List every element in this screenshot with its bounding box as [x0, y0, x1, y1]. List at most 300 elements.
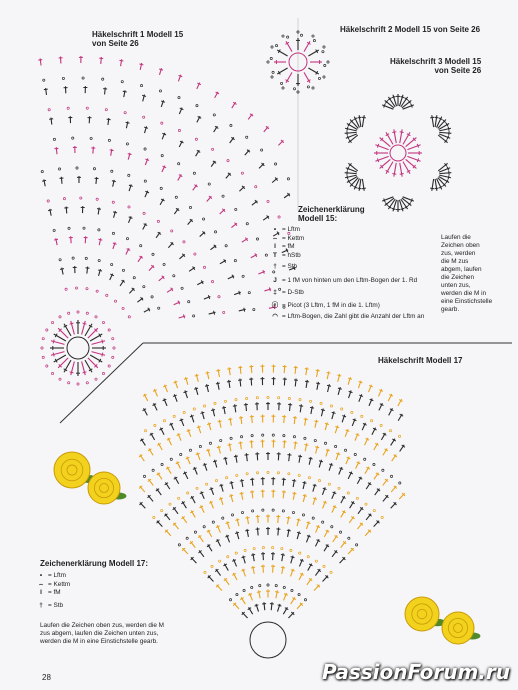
stitch-crossbar: [278, 605, 282, 606]
chain-dot: [335, 445, 337, 447]
chain-dot: [241, 511, 243, 513]
stitch-crossbar: [178, 75, 182, 76]
stitch-crossbar: [174, 382, 178, 383]
stitch-crossbar: [216, 370, 220, 371]
stitch-crossbar: [213, 461, 217, 462]
stitch-crossbar: [335, 426, 339, 427]
chain-dot: [235, 552, 237, 554]
stitch-crossbar: [315, 447, 319, 448]
chain-dot: [213, 114, 215, 116]
stitch-crossbar: [98, 239, 102, 240]
stitch-crossbar: [245, 517, 249, 518]
chain-dot: [59, 316, 61, 318]
symbol-picot: ⓔ: [271, 302, 279, 310]
motif-stitch: [85, 360, 92, 372]
note15-line: die M zus: [441, 258, 469, 265]
chain-dot: [189, 449, 191, 451]
chain-dot: [267, 471, 269, 473]
stitch-crossbar: [239, 291, 240, 295]
legend17-label: = Kettm: [48, 580, 71, 588]
stitch-crossbar: [329, 464, 333, 465]
stitch-crossbar: [223, 458, 227, 459]
chain-dot: [235, 399, 237, 401]
chain-dot: [140, 245, 142, 247]
stitch-crossbar: [240, 493, 244, 494]
stitch-crossbar: [430, 117, 434, 118]
chain-dot: [278, 216, 280, 218]
stitch-crossbar: [297, 532, 301, 533]
stitch-crossbar: [206, 450, 210, 451]
rose-icon: [405, 597, 439, 631]
chain-dot: [251, 435, 253, 437]
chain-dot: [111, 170, 113, 172]
stitch-crossbar: [208, 295, 209, 299]
chain-dot: [373, 463, 375, 465]
chain-dot: [108, 139, 110, 141]
legend15-label: = D-Stb: [282, 288, 304, 296]
stitch-crossbar: [126, 122, 130, 123]
inner-stitch: [380, 138, 391, 147]
chain-dot: [96, 198, 98, 200]
note15-line: Zeichen oben: [441, 242, 480, 249]
stitch-crossbar: [129, 185, 133, 186]
stitch-crossbar: [102, 353, 103, 357]
chain-dot: [241, 172, 243, 174]
symbol-half-double: T: [273, 251, 277, 259]
flower-center-ring: [390, 145, 406, 161]
chain-dot: [288, 473, 290, 475]
chain-dot: [256, 472, 258, 474]
note15-line: werden die M in: [441, 290, 487, 297]
chain-dot: [196, 105, 198, 107]
stitch-crossbar: [205, 385, 209, 386]
stitch-crossbar: [430, 188, 434, 189]
chain-dot: [75, 287, 77, 289]
chain-dot: [159, 90, 161, 92]
chain-dot: [209, 442, 211, 444]
chain-dot: [163, 263, 165, 265]
legend17-row: [34, 602, 174, 611]
chain-dot: [282, 35, 284, 37]
chain-dot: [282, 87, 284, 89]
stitch-crossbar: [392, 96, 396, 97]
stitch-crossbar: [248, 594, 252, 595]
chain-dot: [86, 288, 88, 290]
stitch-crossbar: [54, 239, 58, 240]
chain-dot: [170, 458, 172, 460]
chain-dot: [253, 547, 255, 549]
stitch-crossbar: [113, 212, 117, 213]
chain-dot: [259, 585, 261, 587]
chain-dot: [281, 547, 283, 549]
chain-dot: [275, 585, 277, 587]
stitch-crossbar: [359, 395, 363, 396]
chain-dot: [324, 64, 326, 66]
chain-dot: [128, 206, 130, 208]
chain-dot: [180, 453, 182, 455]
chain-dot: [230, 437, 232, 439]
stitch-crossbar: [307, 522, 311, 523]
chain-dot: [93, 168, 95, 170]
chain-dot: [178, 497, 180, 499]
chain-dot: [41, 170, 43, 172]
stitch-crossbar: [187, 430, 191, 431]
chain-dot: [63, 198, 65, 200]
legend17-row: [34, 589, 174, 598]
stitch-crossbar: [238, 443, 242, 444]
stitch-crossbar: [207, 423, 211, 424]
chain-dot: [154, 424, 156, 426]
stitch-crossbar: [180, 419, 184, 420]
stitch-crossbar: [332, 412, 336, 413]
stitch-crossbar: [326, 450, 330, 451]
chain-dot: [256, 397, 258, 399]
legend15-row: [268, 252, 443, 261]
chain-dot: [42, 338, 44, 340]
chain-dot: [46, 329, 48, 331]
legend17-label: = Stb: [48, 601, 64, 609]
divider-line: [60, 343, 143, 423]
chain-dot: [46, 365, 48, 367]
legend15-label: = Stb: [282, 263, 298, 271]
chain-dot: [183, 241, 185, 243]
stitch-crossbar: [214, 311, 215, 315]
chain-dot: [143, 212, 145, 214]
chain-dot: [108, 329, 110, 331]
stitch-crossbar: [227, 381, 231, 382]
note15-line: eine Einstichstelle: [441, 298, 493, 305]
stitch-crossbar: [161, 101, 165, 102]
chain-dot: [222, 517, 224, 519]
chain-dot: [270, 57, 272, 59]
stitch-crossbar: [400, 208, 404, 209]
chain-dot: [152, 469, 154, 471]
legend15-row: [268, 263, 443, 272]
stitch-crossbar: [323, 488, 327, 489]
stitch-crossbar: [305, 369, 309, 370]
chain-dot: [128, 174, 130, 176]
legend15-label: = hStb: [282, 251, 301, 259]
chain-dot: [225, 245, 227, 247]
rose-icon: [54, 452, 90, 488]
chain-dot: [262, 547, 264, 549]
chain-dot: [313, 39, 315, 41]
stitch-crossbar: [263, 270, 265, 274]
chain-dot: [309, 400, 311, 402]
legend15-label: = Kettm: [282, 234, 305, 242]
chart1-title: [92, 30, 183, 48]
motif-stitch: [54, 334, 66, 341]
chain-dot: [382, 469, 384, 471]
stitch-crossbar: [292, 493, 296, 494]
stitch-crossbar: [417, 158, 418, 162]
motif-stitch: [64, 324, 71, 336]
chain-dot: [240, 436, 242, 438]
legend15-label: = fM: [282, 243, 295, 251]
stitch-crossbar: [242, 557, 246, 558]
legend15-row: [268, 289, 443, 298]
chain-dot: [106, 294, 108, 296]
chain-dot: [299, 552, 301, 554]
legend15-label: = Lftm-Bogen, die Zahl gibt die Anzahl der Lftm an: [282, 312, 425, 320]
chain-dot: [105, 109, 107, 111]
chain-dot: [193, 172, 195, 174]
stitch-crossbar: [435, 188, 439, 189]
stitch-crossbar: [244, 308, 245, 312]
stitch-crossbar: [145, 159, 149, 160]
stitch-crossbar: [353, 419, 357, 420]
stitch-crossbar: [336, 453, 340, 454]
stitch-crossbar: [314, 421, 318, 422]
chain-dot: [128, 316, 130, 318]
chain-dot: [102, 372, 104, 374]
chain-dot: [152, 253, 154, 255]
chain-dot: [193, 408, 195, 410]
chain-dot: [96, 290, 98, 292]
stitch-crossbar: [60, 269, 64, 270]
legend17-label: = fM: [48, 589, 61, 597]
stitch-crossbar: [225, 536, 229, 537]
chain-dot: [90, 137, 92, 139]
chain-dot: [214, 231, 216, 233]
chain-dot: [140, 84, 142, 86]
stitch-crossbar: [347, 127, 348, 131]
chain-dot: [133, 277, 135, 279]
legend15-row: [268, 243, 443, 252]
page-number: 28: [42, 673, 51, 682]
chain-dot: [277, 472, 279, 474]
chain-dot: [59, 378, 61, 380]
chain-dot: [77, 311, 79, 313]
chain-dot: [230, 124, 232, 126]
chain-dot: [283, 586, 285, 588]
fan17-center-ring: [250, 622, 286, 658]
chain-dot: [314, 439, 316, 441]
stitch-crossbar: [411, 104, 412, 108]
chain-dot: [330, 405, 332, 407]
chain-dot: [62, 77, 64, 79]
legend17-list: [34, 572, 174, 610]
chain-dot: [351, 411, 353, 413]
symbol-single-crochet: I: [40, 589, 42, 597]
chain-dot: [272, 71, 274, 73]
chain-dot: [318, 480, 320, 482]
chain-dot: [80, 197, 82, 199]
symbol-slip-stitch: ⌢: [272, 234, 278, 242]
chain-dot: [262, 509, 264, 511]
chain-dot: [102, 321, 104, 323]
legend17-row: [34, 572, 174, 581]
stitch-crossbar: [362, 188, 366, 189]
chain-dot: [122, 269, 124, 271]
symbol-double-crochet: †: [39, 601, 43, 609]
stitch-crossbar: [287, 530, 291, 531]
chain-dot: [76, 167, 78, 169]
legend17-row: [34, 581, 174, 590]
chain-dot: [65, 288, 67, 290]
chain-dot: [160, 187, 162, 189]
chain-dot: [112, 201, 114, 203]
chain-dot: [161, 509, 163, 511]
stitch-crossbar: [240, 480, 244, 481]
chain-dot: [298, 594, 300, 596]
chart3-source-text: von Seite 26: [434, 66, 482, 75]
chain-dot: [112, 232, 114, 234]
stitch-crossbar: [70, 323, 74, 324]
legend15-row: [268, 226, 443, 235]
stitch-crossbar: [369, 385, 373, 387]
chain-dot: [251, 586, 253, 588]
chain-dot: [122, 307, 124, 309]
legend15-label: = 1 fM von hinten um den Lftm-Bogen der 1. Rd: [282, 276, 418, 284]
chain-dot: [243, 589, 245, 591]
stitch-crossbar: [281, 555, 285, 556]
inner-stitch: [406, 138, 417, 147]
stitch-crossbar: [83, 372, 87, 373]
chain-dot: [83, 227, 85, 229]
stitch-crossbar: [222, 407, 226, 408]
chart1-title-text: Häkelschrift 1 Modell 15: [92, 30, 184, 39]
stitch-crossbar: [219, 485, 223, 486]
chain-dot: [53, 229, 55, 231]
chain-dot: [53, 138, 55, 140]
chain-dot: [143, 286, 145, 288]
chain-dot: [206, 483, 208, 485]
chain-dot: [41, 347, 43, 349]
chain-dot: [390, 475, 392, 477]
legend15-title: [298, 205, 365, 223]
petal-stitch: [345, 132, 357, 133]
stitch-crossbar: [184, 378, 188, 379]
stitch-crossbar: [400, 96, 404, 97]
motif-stitch: [88, 328, 98, 338]
stitch-crossbar: [417, 144, 418, 148]
chain-dot: [234, 260, 236, 262]
chain-dot: [143, 116, 145, 118]
chain-dot: [302, 514, 304, 516]
chain-dot: [381, 516, 383, 518]
stitch-crossbar: [447, 167, 448, 171]
chain-dot: [307, 556, 309, 558]
legend15-label: = Lftm: [282, 226, 300, 233]
chain-dot: [194, 531, 196, 533]
chain-dot: [271, 46, 273, 48]
stitch-crossbar: [233, 406, 237, 407]
chain-dot: [143, 475, 145, 477]
stitch-crossbar: [299, 406, 303, 407]
legend15-list: [268, 226, 443, 321]
chain-dot: [195, 138, 197, 140]
petal-stitch: [350, 120, 358, 129]
chain-dot: [111, 263, 113, 265]
note15-line: zus, werden: [441, 250, 476, 257]
chain-dot: [380, 424, 382, 426]
chain-dot: [235, 208, 237, 210]
chain-dot: [175, 196, 177, 198]
chain-dot: [72, 137, 74, 139]
chain-dot: [95, 316, 97, 318]
stitch-crossbar: [227, 369, 231, 370]
chain-dot: [178, 544, 180, 546]
chain-dot: [255, 186, 257, 188]
chain-dot: [161, 155, 163, 157]
stitch-crossbar: [347, 167, 348, 171]
stitch-crossbar: [358, 117, 362, 118]
chain-dot: [161, 463, 163, 465]
stitch-crossbar: [255, 605, 259, 606]
stitch-crossbar: [209, 502, 213, 504]
chart2-title: Häkelschrift 2 Modell 15 von Seite 26: [340, 25, 481, 34]
chain-dot: [318, 77, 320, 79]
stitch-crossbar: [97, 209, 101, 210]
chain-dot: [307, 86, 309, 88]
stitch-crossbar: [234, 456, 238, 457]
stitch-crossbar: [241, 570, 245, 571]
legend15-title-line2: Modell 15:: [298, 214, 338, 223]
rose-icon: [442, 612, 474, 644]
stitch-crossbar: [159, 69, 163, 70]
petal-stitch: [345, 173, 357, 174]
chain-dot: [169, 503, 171, 505]
note15: [441, 234, 515, 314]
chain-dot: [278, 397, 280, 399]
chain-dot: [236, 594, 238, 596]
chain-dot: [300, 34, 302, 36]
chain-dot: [287, 178, 289, 180]
chain-dot: [144, 148, 146, 150]
motif-center-ring: [67, 337, 89, 359]
stitch-crossbar: [196, 453, 200, 454]
chain-dot: [203, 526, 205, 528]
chain-dot: [178, 163, 180, 165]
chain-dot: [194, 253, 196, 255]
chain-dot: [112, 356, 114, 358]
chain-dot: [68, 382, 70, 384]
chain-dot: [324, 442, 326, 444]
stitch-crossbar: [310, 407, 314, 408]
stitch-crossbar: [435, 117, 439, 118]
motif-stitch: [85, 324, 92, 336]
legend15-label: = Picot (3 Lftm, 1 fM in die 1. Lftm): [282, 302, 380, 310]
chain-dot: [252, 510, 254, 512]
stitch-crossbar: [307, 536, 311, 537]
chain-dot: [203, 266, 205, 268]
chain-dot: [267, 61, 269, 63]
chain-dot: [67, 107, 69, 109]
stitch-crossbar: [392, 132, 396, 133]
chain-dot: [267, 396, 269, 398]
stitch-crossbar: [110, 150, 114, 151]
chain-dot: [275, 44, 277, 46]
chain-dot: [196, 487, 198, 489]
chain-dot: [347, 492, 349, 494]
chain-dot: [42, 356, 44, 358]
chain-dot: [181, 287, 183, 289]
chain-dot: [399, 482, 401, 484]
symbol-chain-arch: ◠: [272, 312, 278, 320]
chain-dot: [178, 129, 180, 131]
stitch-crossbar: [200, 412, 204, 413]
chain-dot: [262, 434, 264, 436]
stitch-crossbar: [400, 174, 404, 175]
stitch-crossbar: [183, 314, 184, 318]
chart4-title: Häkelschrift Modell 17: [378, 356, 463, 365]
chain-dot: [151, 296, 153, 298]
stitch-crossbar: [303, 495, 307, 496]
chain-dot: [348, 537, 350, 539]
stitch-crossbar: [304, 419, 308, 420]
stitch-crossbar: [113, 243, 117, 244]
